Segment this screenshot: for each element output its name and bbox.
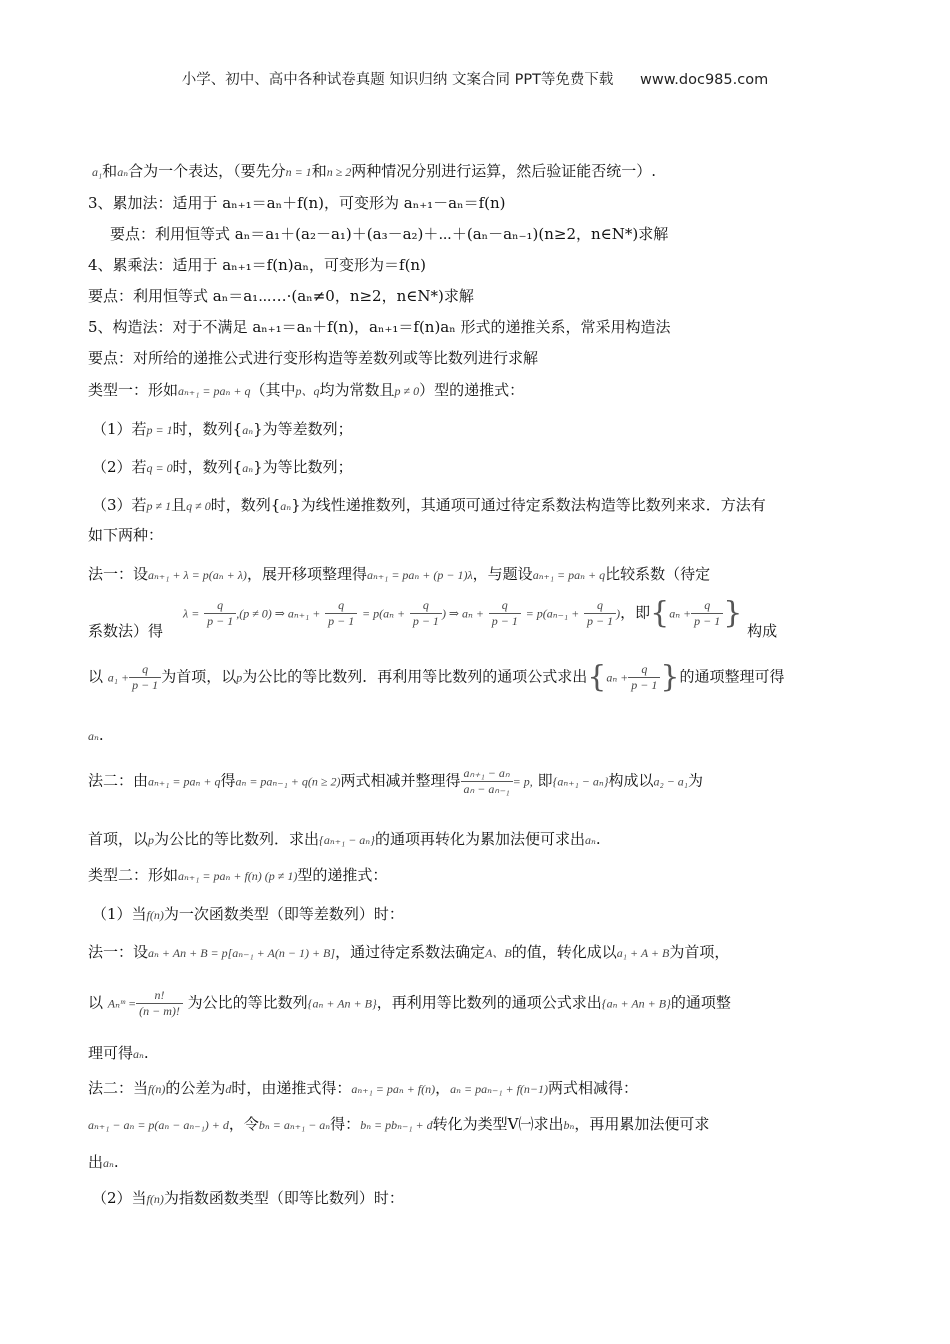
math: ,(p ≠ 0) ⇒ aₙ₊₁ + <box>236 606 321 621</box>
math-p: p <box>148 833 155 847</box>
text-line-18 <box>88 828 868 851</box>
text: 法二：由 <box>88 771 149 790</box>
denominator: p − 1 <box>631 678 658 692</box>
math-formula: aₙ₊₁ = paₙ + (p − 1)λ <box>366 568 473 582</box>
text: 的公差为 <box>165 1079 226 1097</box>
math: {aₙ + An + B} <box>601 996 671 1011</box>
fraction <box>325 598 357 629</box>
text: 类型一：形如 <box>88 381 179 399</box>
text: ，即 <box>620 603 651 622</box>
math-fn: f(n) <box>148 1082 166 1096</box>
text: . <box>143 1044 149 1062</box>
math-q-eq-0: q = 0 <box>146 461 173 475</box>
math-an: aₙ <box>117 165 129 179</box>
text: 首项，以 <box>88 830 149 848</box>
text-line-11 <box>92 494 872 517</box>
text: 均为常数且 <box>319 381 395 399</box>
math: a₂ − a₁ <box>653 774 688 789</box>
numerator: aₙ₊₁ − aₙ <box>461 766 513 782</box>
numerator: q <box>129 662 161 678</box>
text-line-16 <box>88 724 868 747</box>
text: ，再用累加法便可求 <box>574 1115 710 1133</box>
math: aₙ + An + B = p[aₙ₋₁ + A(n − 1) + B] <box>148 946 336 960</box>
math: {aₙ₊₁ − aₙ} <box>319 833 375 847</box>
text: 为首项， <box>669 943 730 961</box>
text: 法一：设 <box>88 943 149 961</box>
text-line-9 <box>92 418 872 441</box>
text-line-6: 5、构造法：对于不满足 aₙ₊₁＝aₙ＋f(n)，aₙ₊₁＝f(n)aₙ 形式的递推关系，常采用构造法 <box>88 318 671 336</box>
fraction <box>628 662 660 693</box>
text: 的通项整 <box>670 993 731 1012</box>
math-pq: p、q <box>295 384 320 398</box>
text: 系数法）得 <box>88 622 164 640</box>
text: 构成 <box>747 622 778 640</box>
numerator: q <box>410 598 442 614</box>
text: 出 <box>88 1153 104 1171</box>
math: aₙ₊₁ = paₙ + f(n) <box>351 1082 436 1096</box>
header-title: 小学、初中、高中各种试卷真题 知识归纳 文案合同 PPT等免费下载 <box>181 72 614 88</box>
math: {aₙ + An + B} <box>307 996 377 1011</box>
fraction <box>129 662 161 693</box>
text: 合为一个表达，（要先分 <box>128 162 286 180</box>
brace: } <box>723 595 743 631</box>
math: a₁ + A + B <box>616 946 670 960</box>
math: aₙ₊₁ − aₙ = p(aₙ − aₙ₋₁) + d <box>88 1118 229 1132</box>
text: 为公比的等比数列．再利用等比数列的通项公式求出 <box>242 667 588 686</box>
math-p-eq-1: p = 1 <box>146 423 173 437</box>
text: 以 <box>88 667 104 686</box>
denominator: p − 1 <box>132 678 159 692</box>
text: 的值，转化成以 <box>511 943 617 961</box>
text: 即 <box>537 771 553 790</box>
text-line-14 <box>88 595 878 642</box>
text: 两种情况分别进行运算，然后验证能否统一）. <box>351 162 657 180</box>
text: ）型的递推式： <box>419 381 525 399</box>
text: 构成以 <box>608 771 654 790</box>
text: . <box>98 726 104 744</box>
math: aₙ + <box>669 606 692 621</box>
text: 的通项再转化为累加法便可求出 <box>374 830 585 848</box>
numerator: q <box>204 598 236 614</box>
text-line-10 <box>92 456 872 479</box>
math: = p(aₙ₋₁ + <box>525 606 580 621</box>
math-an: aₙ <box>242 461 254 475</box>
math-bn: bₙ <box>563 1118 575 1132</box>
text: （1）若 <box>92 420 147 438</box>
math-p: p <box>236 670 243 685</box>
math: {aₙ₊₁ − aₙ} <box>552 774 609 789</box>
text: 法二：当 <box>88 1079 149 1097</box>
text-line-27 <box>92 1187 872 1210</box>
text-line-15 <box>88 659 878 695</box>
math-an: aₙ <box>88 729 99 743</box>
fraction <box>691 598 723 629</box>
text: 法一：设 <box>88 565 149 583</box>
math: A、B <box>485 946 512 960</box>
text: （1）当 <box>92 905 147 923</box>
text: 两式相减并整理得 <box>340 771 461 790</box>
text: 和 <box>311 162 327 180</box>
text: ，与题设 <box>472 565 533 583</box>
denominator: p − 1 <box>586 614 614 628</box>
page-header <box>0 68 950 89</box>
math: Aₙᵐ = <box>107 996 137 1011</box>
text-line-23 <box>88 1042 868 1065</box>
math-d: d <box>225 1082 232 1096</box>
text: 时，数列{ <box>172 458 243 476</box>
numerator: q <box>584 598 616 614</box>
text-line-24 <box>88 1077 878 1100</box>
text-line-7: 要点：对所给的递推公式进行变形构造等差数列或等比数列进行求解 <box>88 349 539 367</box>
denominator: aₙ − aₙ₋₁ <box>463 782 510 796</box>
text: 时，数列{ <box>210 496 281 514</box>
text-line-2: 3、累加法：适用于 aₙ₊₁＝aₙ＋f(n)，可变形为 aₙ₊₁－aₙ＝f(n) <box>88 194 506 212</box>
text-line-5: 要点：利用恒等式 aₙ＝a₁⋯…·(aₙ≠0，n≥2，n∈N*)求解 <box>88 287 474 305</box>
text-line-12: 如下两种： <box>88 526 164 544</box>
denominator: p − 1 <box>328 614 355 628</box>
text: 得： <box>330 1115 361 1133</box>
text: }为等差数列； <box>253 420 353 438</box>
text: 时，由递推式得： <box>231 1079 352 1097</box>
numerator: q <box>628 662 660 678</box>
text: 理可得 <box>88 1044 134 1062</box>
math-formula: aₙ₊₁ = paₙ + q <box>178 384 251 398</box>
math: a₁ + <box>107 670 130 685</box>
text-line-3: 要点：利用恒等式 aₙ＝a₁＋(a₂－a₁)＋(a₃－a₂)＋⋯＋(aₙ－aₙ₋₁)(n≥2，n∈N*)求解 <box>110 225 669 243</box>
text: 两式相减得： <box>548 1079 639 1097</box>
text-line-1 <box>92 160 872 183</box>
math: aₙ + <box>606 670 629 685</box>
text: 为 <box>687 771 703 790</box>
text: . <box>113 1153 119 1171</box>
text-line-22 <box>88 988 878 1019</box>
math-an: aₙ <box>242 423 254 437</box>
text: 为公比的等比数列 <box>187 993 308 1012</box>
denominator: p − 1 <box>412 614 439 628</box>
math-an: aₙ <box>280 499 292 513</box>
fraction <box>461 766 513 797</box>
math-formula: aₙ₊₁ + λ = p(aₙ + λ) <box>148 568 247 582</box>
text-line-19 <box>88 864 868 887</box>
text: 比较系数（待定 <box>605 565 711 583</box>
text-line-26 <box>88 1151 868 1174</box>
math: bₙ = aₙ₊₁ − aₙ <box>258 1118 331 1132</box>
header-site-link[interactable]: www.doc985.com <box>640 72 769 88</box>
text: }为线性递推数列，其通项可通过待定系数法构造等比数列来求．方法有 <box>291 496 766 514</box>
math: ) ⇒ aₙ + <box>441 606 484 621</box>
brace: } <box>660 659 680 695</box>
text: ，再利用等比数列的通项公式求出 <box>376 993 602 1012</box>
math: aₙ = paₙ₋₁ + f(n−1) <box>450 1082 549 1096</box>
math-p-ne-1: p ≠ 1 <box>146 499 172 513</box>
fraction <box>584 598 616 629</box>
text: }为等比数列； <box>253 458 353 476</box>
fraction <box>136 988 183 1019</box>
math: aₙ₊₁ = paₙ + f(n) (p ≠ 1) <box>178 869 298 883</box>
math-a1: a₁ <box>92 165 103 179</box>
formula-block <box>183 595 743 631</box>
denominator: p − 1 <box>207 614 234 628</box>
math-fn: f(n) <box>146 908 164 922</box>
math: λ = <box>183 606 200 621</box>
math: = p, <box>512 774 533 789</box>
text: （2）若 <box>92 458 147 476</box>
text: 型的递推式： <box>297 866 388 884</box>
denominator: (n − m)! <box>139 1004 180 1018</box>
text: 的通项整理可得 <box>679 667 785 686</box>
text-line-25 <box>88 1113 878 1136</box>
math-fn: f(n) <box>146 1192 164 1206</box>
math-an: aₙ <box>103 1156 114 1170</box>
math-formula: aₙ₊₁ = paₙ + q <box>532 568 606 582</box>
math: aₙ = paₙ₋₁ + q(n ≥ 2) <box>235 774 341 789</box>
text: 且 <box>171 496 187 514</box>
text: 为一次函数类型（即等差数列）时： <box>163 905 404 923</box>
numerator: q <box>489 598 521 614</box>
text-line-17 <box>88 766 878 797</box>
text: 类型二：形如 <box>88 866 179 884</box>
fraction <box>204 598 236 629</box>
text: 转化为类型Ⅴ㈠求出 <box>432 1115 564 1133</box>
text: （2）当 <box>92 1189 147 1207</box>
text: 为指数函数类型（即等比数列）时： <box>163 1189 404 1207</box>
math: = p(aₙ + <box>361 606 406 621</box>
brace: { <box>587 659 607 695</box>
math-an: aₙ <box>584 833 596 847</box>
text: 为公比的等比数列．求出 <box>154 830 320 848</box>
numerator: q <box>325 598 357 614</box>
math-an: aₙ <box>133 1047 144 1061</box>
text: 时，数列{ <box>172 420 243 438</box>
math: aₙ₊₁ = paₙ + q <box>148 774 221 789</box>
text: ，通过待定系数法确定 <box>335 943 486 961</box>
text: 和 <box>102 162 118 180</box>
text: （其中 <box>250 381 296 399</box>
numerator: q <box>691 598 723 614</box>
numerator: n! <box>136 988 183 1004</box>
text: ， <box>435 1079 451 1097</box>
text-line-8 <box>88 379 868 402</box>
math-p-ne-0: p ≠ 0 <box>394 384 420 398</box>
fraction <box>410 598 442 629</box>
text-line-13 <box>88 563 868 586</box>
denominator: p − 1 <box>694 614 721 628</box>
text-line-21 <box>88 941 878 964</box>
text-line-4: 4、累乘法：适用于 aₙ₊₁＝f(n)aₙ，可变形为＝f(n) <box>88 256 426 274</box>
fraction <box>489 598 521 629</box>
brace: { <box>650 595 670 631</box>
text: . <box>595 830 601 848</box>
text: 得 <box>220 771 236 790</box>
math-n-eq-1: n = 1 <box>285 165 312 179</box>
math-q-ne-0: q ≠ 0 <box>186 499 211 513</box>
math-n-ge-2: n ≥ 2 <box>326 165 352 179</box>
text: 为首项，以 <box>161 667 237 686</box>
math: ) <box>616 606 621 621</box>
text-line-20 <box>92 903 872 926</box>
text: ，展开移项整理得 <box>246 565 367 583</box>
math: bₙ = pbₙ₋₁ + d <box>360 1118 433 1132</box>
denominator: p − 1 <box>491 614 518 628</box>
text: ，令 <box>228 1115 259 1133</box>
text: 以 <box>88 993 104 1012</box>
text: （3）若 <box>92 496 147 514</box>
